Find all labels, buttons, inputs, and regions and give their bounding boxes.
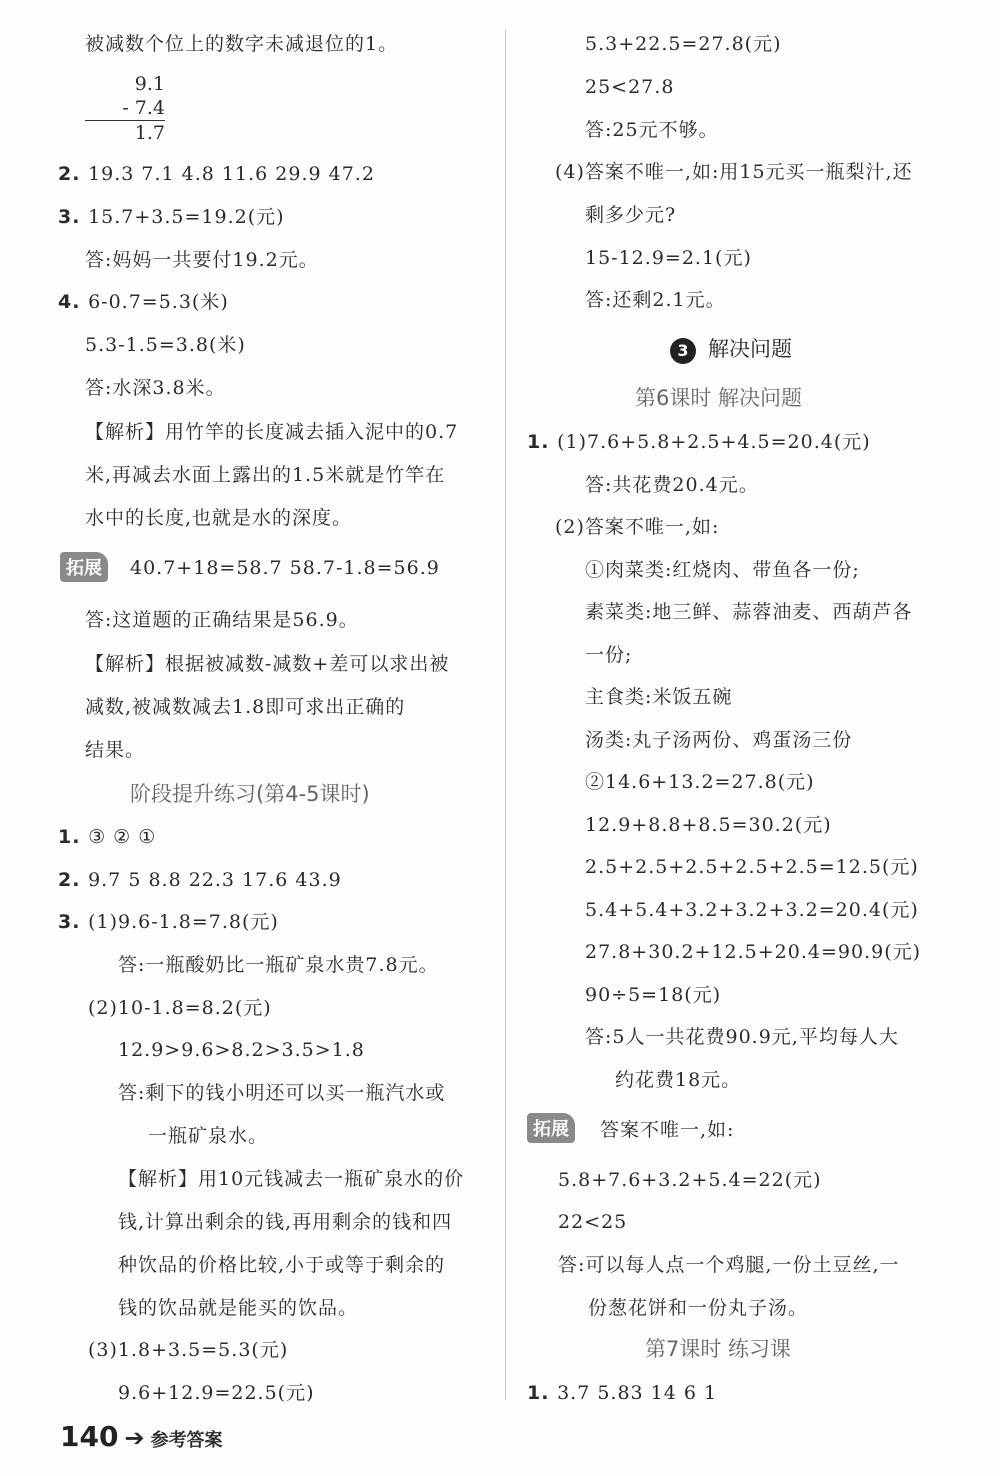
answer-line (558, 1168, 822, 1192)
answer-text: 5.4+5.4+3.2+3.2+3.2=20.4(元) (585, 899, 919, 921)
answer-line (585, 600, 912, 624)
answer-line (527, 430, 871, 454)
arrow-icon: ➔ (124, 1424, 145, 1452)
footer-label: 参考答案 (150, 1430, 223, 1451)
answer-line (118, 1081, 445, 1105)
page-number: 140 (60, 1420, 119, 1453)
question-number: 2. (58, 869, 89, 891)
answer-text: 12.9>9.6>8.2>3.5>1.8 (118, 1039, 365, 1061)
answer-line (118, 1038, 365, 1062)
answer-text: 5.3-1.5=3.8(米) (85, 334, 246, 356)
answer-line (585, 940, 921, 964)
answer-text: 25<27.8 (585, 76, 675, 98)
answer-line (85, 695, 405, 719)
answer-line (555, 515, 719, 539)
answer-text: 【解析】根据被减数-减数+差可以求出被 (85, 653, 450, 675)
answer-line (585, 473, 759, 497)
answer-text: 一份; (585, 644, 633, 666)
answer-text: (2)10-1.8=8.2(元) (88, 997, 272, 1019)
answer-line (585, 728, 852, 752)
answer-text: 9.6+12.9=22.5(元) (118, 1382, 315, 1404)
answer-text: 汤类:丸子汤两份、鸡蛋汤三份 (585, 729, 853, 751)
question-number: 2. (58, 163, 89, 185)
answer-text: (1)7.6+5.8+2.5+4.5=20.4(元) (557, 431, 871, 453)
answer-text: 钱的饮品就是能买的饮品。 (118, 1297, 359, 1319)
answer-line (118, 1167, 464, 1191)
answer-line (585, 203, 676, 227)
answer-text: ③ ② ① (88, 826, 157, 848)
answer-line (585, 558, 860, 582)
question-number: 4. (58, 291, 89, 313)
column-divider (505, 30, 506, 1400)
answer-line (85, 738, 145, 762)
answer-line (85, 248, 319, 272)
section-title: 阶段提升练习(第4-5课时) (130, 782, 370, 806)
answer-text: 种饮品的价格比较,小于或等于剩余的 (118, 1254, 446, 1276)
answer-text: 素菜类:地三鲜、蒜蓉油麦、西葫芦各 (585, 601, 913, 623)
answer-line (85, 376, 226, 400)
answer-line (585, 1025, 899, 1049)
answer-text: 3.7 5.83 14 6 1 (557, 1382, 718, 1404)
answer-line (88, 996, 272, 1020)
answer-text: 钱,计算出剩余的钱,再用剩余的钱和四 (118, 1211, 453, 1233)
question-number: 1. (58, 826, 89, 848)
answer-text: 15.7+3.5=19.2(元) (88, 206, 285, 228)
answer-line (615, 1068, 741, 1092)
difference: 1.7 (85, 120, 165, 145)
answer-line (85, 32, 398, 56)
answer-text: 90÷5=18(元) (585, 984, 722, 1006)
answer-text: 15-12.9=2.1(元) (585, 247, 752, 269)
answer-line (600, 1118, 734, 1142)
answer-text: (3)1.8+3.5=5.3(元) (88, 1339, 289, 1361)
answer-text: 答:这道题的正确结果是56.9。 (85, 609, 359, 631)
lesson-title: 第7课时 练习课 (645, 1337, 792, 1361)
answer-line (85, 463, 445, 487)
answer-line (58, 868, 342, 892)
extension-badge: 拓展 (60, 552, 108, 582)
vertical-subtraction (85, 72, 165, 145)
answer-text: 22<25 (558, 1211, 628, 1233)
answer-text: (2)答案不唯一,如: (555, 516, 720, 538)
answer-text: 5.3+22.5=27.8(元) (585, 33, 782, 55)
unit-title: 解决问题 (708, 337, 792, 361)
answer-text: ①肉菜类:红烧肉、带鱼各一份; (585, 559, 860, 581)
answer-text: 【解析】用10元钱减去一瓶矿泉水的价 (118, 1168, 465, 1190)
answer-line (555, 160, 913, 184)
answer-line (118, 953, 439, 977)
answer-line (558, 1253, 899, 1277)
answer-line (85, 506, 352, 530)
question-number: 3. (58, 911, 89, 933)
answer-text: 份葱花饼和一份丸子汤。 (588, 1297, 809, 1319)
answer-line (585, 288, 726, 312)
answer-line (118, 1210, 452, 1234)
answer-text: 答:5人一共花费90.9元,平均每人大 (585, 1026, 899, 1048)
answer-line (527, 1381, 717, 1405)
extension-badge: 拓展 (527, 1113, 575, 1143)
answer-line (585, 246, 752, 270)
answer-text: (1)9.6-1.8=7.8(元) (88, 911, 279, 933)
question-number: 3. (58, 206, 89, 228)
answer-text: 被减数个位上的数字未减退位的1。 (85, 33, 399, 55)
answer-text: 5.8+7.6+3.2+5.4=22(元) (558, 1169, 822, 1191)
answer-line (58, 205, 285, 229)
answer-line (85, 652, 449, 676)
answer-line (58, 162, 375, 186)
answer-line (558, 1210, 627, 1234)
answer-text: ②14.6+13.2=27.8(元) (585, 771, 815, 793)
answer-text: 水中的长度,也就是水的深度。 (85, 507, 353, 529)
answer-text: 答:25元不够。 (585, 119, 719, 141)
answer-line (88, 1338, 288, 1362)
answer-text: 9.7 5 8.8 22.3 17.6 43.9 (88, 869, 342, 891)
answer-line (148, 1124, 268, 1148)
answer-line (58, 910, 279, 934)
minuend: 9.1 (134, 73, 165, 95)
answer-text: 剩多少元? (585, 204, 677, 226)
answer-text: 6-0.7=5.3(米) (88, 291, 229, 313)
answer-line (585, 75, 674, 99)
answer-line (585, 898, 919, 922)
answer-text: 答案不唯一,如: (600, 1119, 735, 1141)
answer-text: 2.5+2.5+2.5+2.5+2.5=12.5(元) (585, 856, 919, 878)
answer-line (85, 420, 458, 444)
answer-text: 19.3 7.1 4.8 11.6 29.9 47.2 (88, 163, 375, 185)
answer-text: 12.9+8.8+8.5=30.2(元) (585, 814, 832, 836)
answer-text: 结果。 (85, 739, 146, 761)
answer-line (85, 333, 246, 357)
answer-text: 答:妈妈一共要付19.2元。 (85, 249, 319, 271)
answer-line (585, 855, 919, 879)
answer-text: 一瓶矿泉水。 (148, 1125, 269, 1147)
answer-line (585, 813, 832, 837)
answer-line (58, 825, 156, 849)
answer-text: 40.7+18=58.7 58.7-1.8=56.9 (130, 557, 440, 579)
lesson-title: 第6课时 解决问题 (635, 386, 803, 410)
question-number: 1. (527, 431, 558, 453)
answer-line (130, 556, 440, 580)
answer-text: (4)答案不唯一,如:用15元买一瓶梨汁,还 (555, 161, 913, 183)
subtrahend: - 7.4 (122, 97, 165, 119)
answer-text: 约花费18元。 (615, 1069, 742, 1091)
answer-line (585, 983, 721, 1007)
answer-line (588, 1296, 808, 1320)
answer-line (585, 118, 719, 142)
unit-number-circle: 3 (670, 338, 696, 364)
answer-text: 【解析】用竹竿的长度减去插入泥中的0.7 (85, 421, 459, 443)
question-number: 1. (527, 1382, 558, 1404)
answer-line (118, 1381, 315, 1405)
answer-text: 答:可以每人点一个鸡腿,一份土豆丝,一 (558, 1254, 900, 1276)
answer-text: 答:还剩2.1元。 (585, 289, 726, 311)
answer-text: 27.8+30.2+12.5+20.4=90.9(元) (585, 941, 922, 963)
answer-line (118, 1296, 358, 1320)
answer-line (58, 290, 229, 314)
answer-text: 米,再减去水面上露出的1.5米就是竹竿在 (85, 464, 446, 486)
answer-text: 答:剩下的钱小明还可以买一瓶汽水或 (118, 1082, 446, 1104)
answer-text: 答:共花费20.4元。 (585, 474, 759, 496)
answer-line (585, 643, 632, 667)
answer-text: 减数,被减数减去1.8即可求出正确的 (85, 696, 406, 718)
unit-heading (670, 333, 792, 364)
answer-line (585, 685, 732, 709)
answer-line (585, 32, 782, 56)
answer-line (118, 1253, 445, 1277)
page-footer (60, 1420, 223, 1453)
answer-text: 主食类:米饭五碗 (585, 686, 733, 708)
answer-line (585, 770, 815, 794)
answer-line (85, 608, 359, 632)
answer-text: 答:水深3.8米。 (85, 377, 226, 399)
answer-text: 答:一瓶酸奶比一瓶矿泉水贵7.8元。 (118, 954, 439, 976)
